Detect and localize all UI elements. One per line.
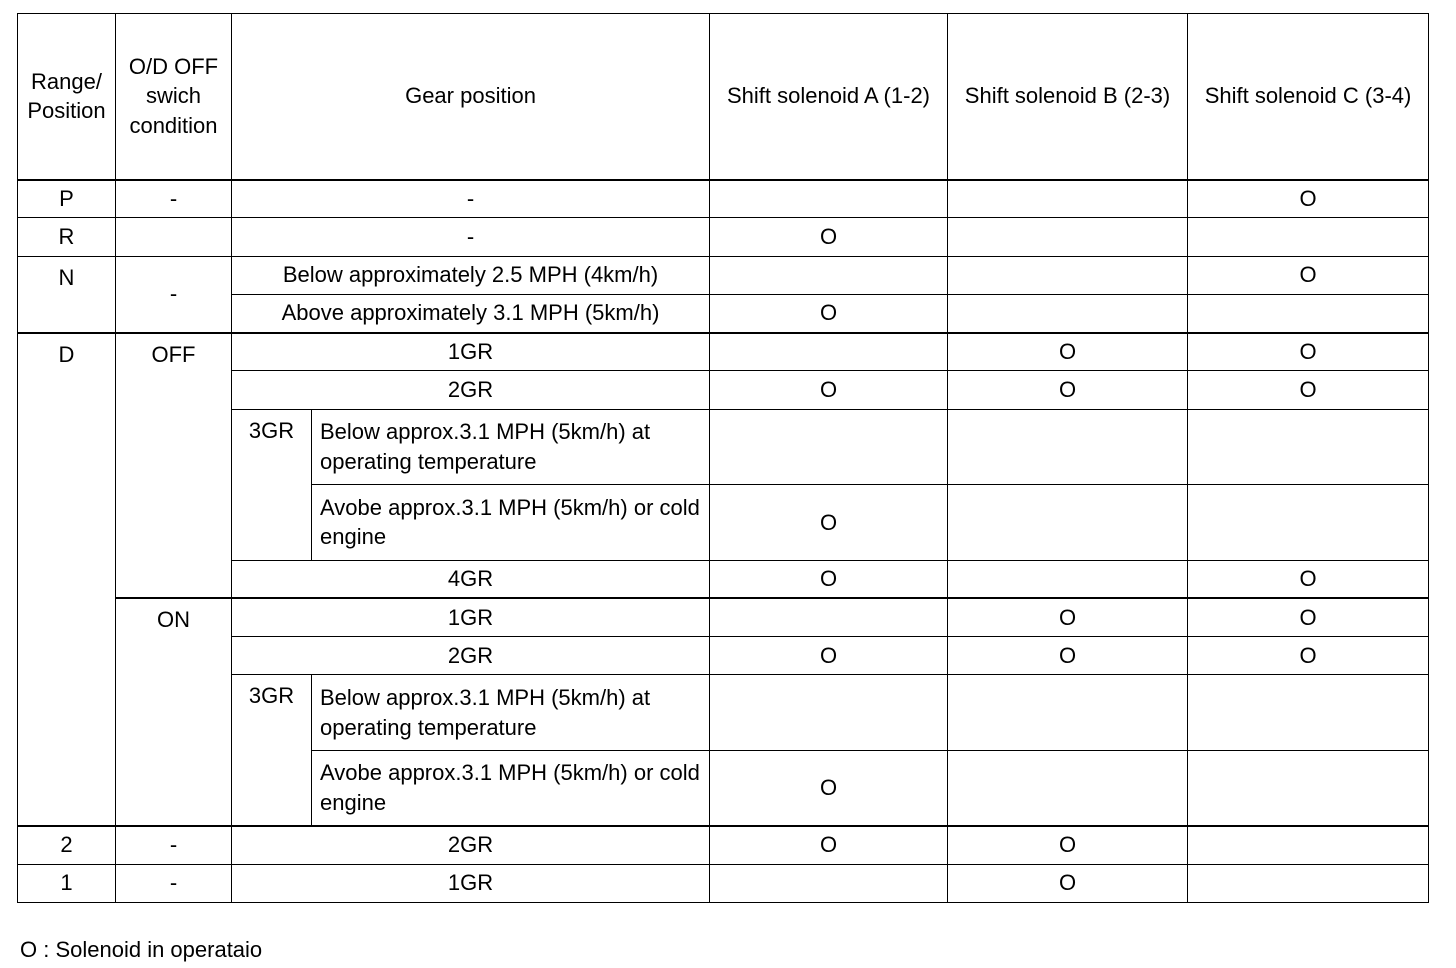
solenoid-on-mark: O bbox=[819, 224, 838, 250]
cell-solenoid-c bbox=[1188, 675, 1429, 751]
header-od-switch: O/D OFF swich condition bbox=[116, 14, 232, 180]
gear-3gr-above: Avobe approx.3.1 MPH (5km/h) or cold engine bbox=[312, 750, 710, 826]
gear-1gr: 1GR bbox=[232, 598, 710, 636]
cell-solenoid-c bbox=[1188, 750, 1429, 826]
cell-solenoid-a bbox=[710, 294, 948, 332]
cell-solenoid-c bbox=[1188, 864, 1429, 902]
solenoid-on-mark: O bbox=[1299, 642, 1317, 668]
gear-dash: - bbox=[232, 180, 710, 218]
table-row bbox=[18, 864, 1429, 902]
cell-solenoid-a bbox=[710, 598, 948, 636]
solenoid-on-mark: O bbox=[1058, 339, 1077, 365]
gear-2gr: 2GR bbox=[232, 371, 710, 409]
solenoid-on-mark: O bbox=[1058, 870, 1077, 896]
cell-solenoid-c bbox=[1188, 256, 1429, 294]
solenoid-on-mark: O bbox=[819, 566, 838, 592]
solenoid-on-mark: O bbox=[819, 642, 838, 668]
cell-solenoid-c bbox=[1188, 485, 1429, 561]
cell-solenoid-b bbox=[948, 750, 1188, 826]
gear-4gr: 4GR bbox=[232, 560, 710, 598]
cell-solenoid-a bbox=[710, 826, 948, 864]
range-d: D bbox=[18, 333, 116, 826]
header-gear-position: Gear position bbox=[232, 14, 710, 180]
solenoid-on-mark: O bbox=[1299, 186, 1317, 212]
cell-solenoid-c bbox=[1188, 409, 1429, 485]
solenoid-on-mark: O bbox=[1299, 262, 1317, 288]
cell-solenoid-a bbox=[710, 637, 948, 675]
header-solenoid-c: Shift solenoid C (3-4) bbox=[1188, 14, 1429, 180]
table-row bbox=[18, 598, 1429, 636]
cell-solenoid-b bbox=[948, 485, 1188, 561]
od-switch-on: ON bbox=[116, 598, 232, 826]
cell-solenoid-a bbox=[710, 750, 948, 826]
cell-solenoid-a bbox=[710, 560, 948, 598]
table-row bbox=[18, 180, 1429, 218]
gear-3gr: 3GR bbox=[232, 409, 312, 560]
header-row bbox=[18, 14, 1429, 180]
cell-solenoid-b bbox=[948, 409, 1188, 485]
cell-solenoid-b bbox=[948, 256, 1188, 294]
cell-solenoid-a bbox=[710, 333, 948, 371]
cell-solenoid-a bbox=[710, 371, 948, 409]
table-row bbox=[18, 256, 1429, 294]
gear-1gr: 1GR bbox=[232, 864, 710, 902]
gear-dash: - bbox=[232, 218, 710, 256]
header-solenoid-a: Shift solenoid A (1-2) bbox=[710, 14, 948, 180]
od-switch-dash: - bbox=[116, 864, 232, 902]
range-n: N bbox=[18, 256, 116, 333]
cell-solenoid-a bbox=[710, 675, 948, 751]
header-solenoid-b: Shift solenoid B (2-3) bbox=[948, 14, 1188, 180]
cell-solenoid-c bbox=[1188, 333, 1429, 371]
cell-solenoid-b bbox=[948, 560, 1188, 598]
gear-3gr-below: Below approx.3.1 MPH (5km/h) at operating temperature bbox=[312, 409, 710, 485]
cell-solenoid-a bbox=[710, 409, 948, 485]
table-row bbox=[18, 333, 1429, 371]
cell-solenoid-a bbox=[710, 485, 948, 561]
solenoid-operation-table bbox=[17, 13, 1429, 903]
solenoid-on-mark: O bbox=[1058, 832, 1077, 858]
range-2: 2 bbox=[18, 826, 116, 864]
cell-solenoid-b bbox=[948, 294, 1188, 332]
gear-1gr: 1GR bbox=[232, 333, 710, 371]
od-switch-dash: - bbox=[116, 826, 232, 864]
cell-solenoid-b bbox=[948, 826, 1188, 864]
gear-3gr: 3GR bbox=[232, 675, 312, 826]
cell-solenoid-a bbox=[710, 180, 948, 218]
cell-solenoid-c bbox=[1188, 371, 1429, 409]
solenoid-on-mark: O bbox=[1299, 377, 1317, 403]
cell-solenoid-b bbox=[948, 218, 1188, 256]
solenoid-on-mark: O bbox=[819, 775, 838, 801]
gear-n-below: Below approximately 2.5 MPH (4km/h) bbox=[232, 256, 710, 294]
od-switch-off: OFF bbox=[116, 333, 232, 599]
cell-solenoid-a bbox=[710, 256, 948, 294]
cell-solenoid-c bbox=[1188, 598, 1429, 636]
cell-solenoid-b bbox=[948, 864, 1188, 902]
solenoid-on-mark: O bbox=[819, 509, 838, 535]
header-range: Range/ Position bbox=[18, 14, 116, 180]
cell-solenoid-a bbox=[710, 218, 948, 256]
table-row bbox=[18, 218, 1429, 256]
range-r: R bbox=[18, 218, 116, 256]
od-switch-empty bbox=[116, 218, 232, 256]
solenoid-on-mark: O bbox=[819, 377, 838, 403]
cell-solenoid-c bbox=[1188, 560, 1429, 598]
solenoid-on-mark: O bbox=[1299, 566, 1317, 592]
cell-solenoid-b bbox=[948, 333, 1188, 371]
gear-n-above: Above approximately 3.1 MPH (5km/h) bbox=[232, 294, 710, 332]
solenoid-on-mark: O bbox=[819, 832, 838, 858]
gear-2gr: 2GR bbox=[232, 826, 710, 864]
gear-3gr-above: Avobe approx.3.1 MPH (5km/h) or cold engine bbox=[312, 485, 710, 561]
range-p: P bbox=[18, 180, 116, 218]
gear-3gr-below: Below approx.3.1 MPH (5km/h) at operating temperature bbox=[312, 675, 710, 751]
solenoid-on-mark: O bbox=[1058, 642, 1077, 668]
table-row bbox=[18, 826, 1429, 864]
cell-solenoid-a bbox=[710, 864, 948, 902]
cell-solenoid-c bbox=[1188, 826, 1429, 864]
cell-solenoid-c bbox=[1188, 180, 1429, 218]
solenoid-on-mark: O bbox=[819, 300, 838, 326]
cell-solenoid-c bbox=[1188, 294, 1429, 332]
cell-solenoid-b bbox=[948, 675, 1188, 751]
cell-solenoid-b bbox=[948, 598, 1188, 636]
footnote: O : Solenoid in operataio bbox=[20, 937, 263, 962]
gear-2gr: 2GR bbox=[232, 637, 710, 675]
cell-solenoid-b bbox=[948, 180, 1188, 218]
cell-solenoid-c bbox=[1188, 218, 1429, 256]
od-switch-dash: - bbox=[116, 256, 232, 333]
solenoid-on-mark: O bbox=[1058, 377, 1077, 403]
range-1: 1 bbox=[18, 864, 116, 902]
cell-solenoid-b bbox=[948, 371, 1188, 409]
cell-solenoid-c bbox=[1188, 637, 1429, 675]
solenoid-on-mark: O bbox=[1299, 604, 1317, 630]
cell-solenoid-b bbox=[948, 637, 1188, 675]
solenoid-on-mark: O bbox=[1058, 604, 1077, 630]
solenoid-on-mark: O bbox=[1299, 339, 1317, 365]
od-switch-dash: - bbox=[116, 180, 232, 218]
